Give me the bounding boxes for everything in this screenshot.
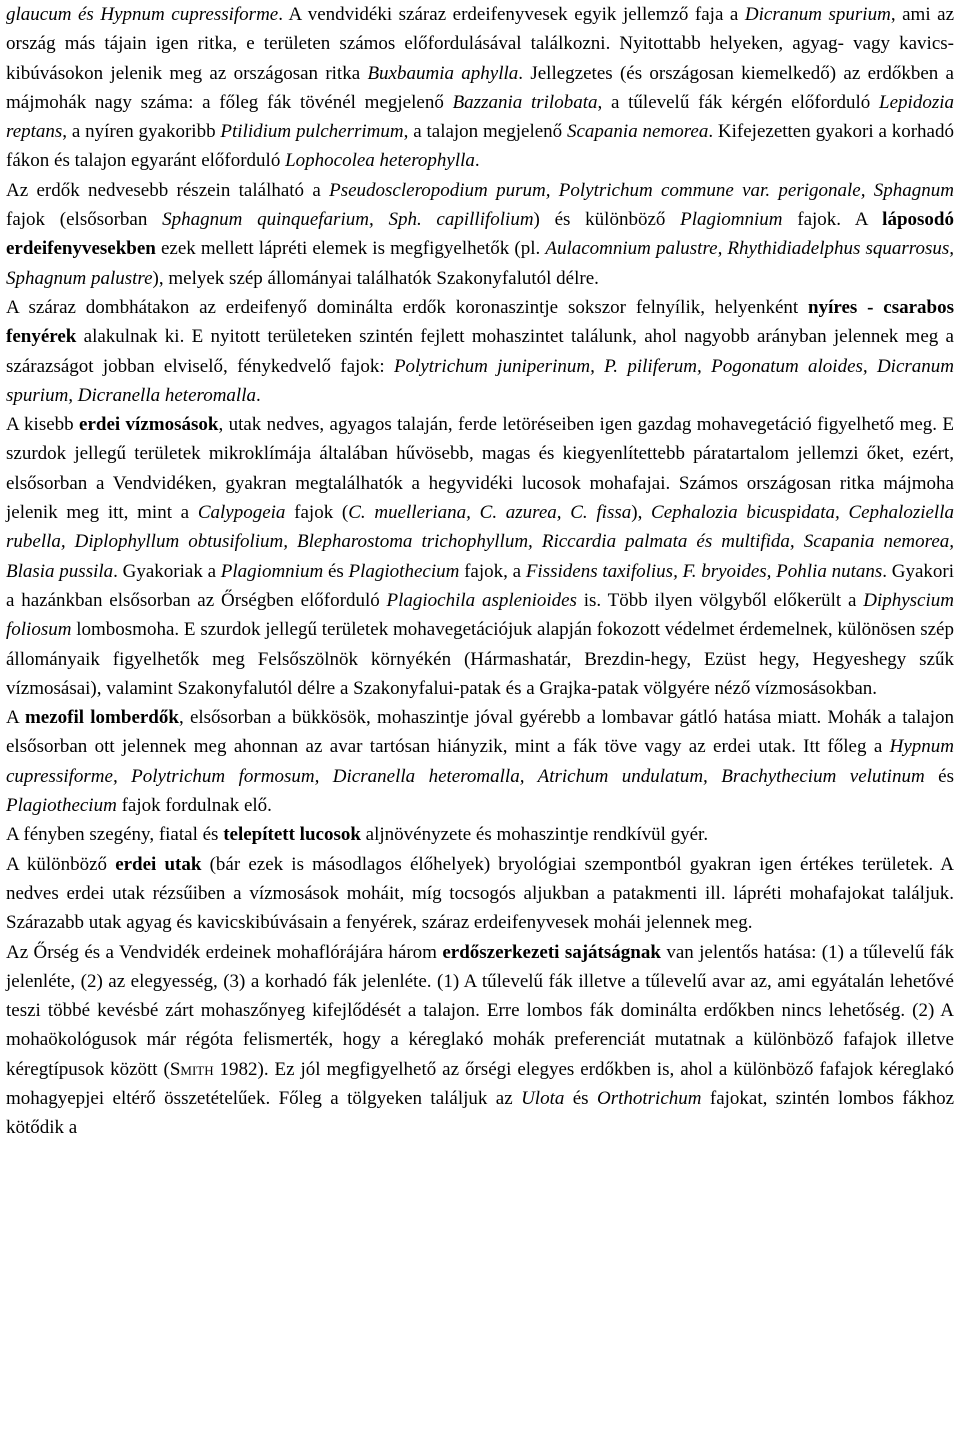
text-run: . Gyakoriak a [113, 560, 221, 582]
text-run: , ami az ország más tájain igen ritka, e területen számos előfordulásával találkozni. Nyitottabb helyeken, agyag- vagy kavics-kibúvásokon jelenik meg az országosan ritka [6, 4, 955, 84]
italic-text: Lophocolea heterophylla [285, 150, 475, 172]
italic-text: Ulota [521, 1087, 565, 1109]
text-run: alakulnak ki. E nyitott területeken szintén fejlett mohaszintet találunk, ahol nagyobb arányban jelennek meg a szárazságot jobban elviselő, fénykedvelő fajok: [6, 326, 954, 377]
paragraph-5 [6, 703, 954, 820]
italic-text: Plagiomnium [220, 560, 324, 582]
italic-text: Sphagnum quinquefarium, Sph. capillifolium [162, 209, 534, 231]
text-run: és [323, 560, 349, 582]
text-run: és [924, 765, 954, 787]
text-run: fajok ( [285, 502, 349, 524]
text-run: . Gyakori a hazánkban elsősorban az Őrségben előforduló [6, 560, 955, 611]
text-run: , a talajon megjelenő [403, 121, 567, 143]
text-run: A kisebb [6, 414, 80, 436]
italic-text: Plagiochila asplenioides [386, 589, 577, 611]
text-run: . [255, 384, 261, 406]
text-run: fajok (elsősorban [6, 209, 163, 231]
text-run: és [564, 1087, 597, 1109]
text-run: , elsősorban a bükkösök, mohaszintje jóval gyérebb a lombavar gátló hatása miatt. Mohák a talajon elsősorban ott jelennek meg ahonnan az avar tartósan hiányzik, mint a fák töve vagy az erdei utak. Itt főleg a [6, 707, 954, 758]
paragraph-6 [6, 820, 954, 849]
bold-text: nyíres - csarabos fenyérek [6, 296, 955, 348]
text-run: fajok, a [459, 560, 526, 582]
paragraph-1 [6, 0, 954, 176]
italic-text: Fissidens taxifolius, F. bryoides, Pohlia nutans [525, 560, 883, 582]
italic-text: Dicranum spurium [744, 4, 891, 25]
text-run: . [474, 150, 480, 172]
italic-text: Orthotrichum [596, 1087, 702, 1109]
text-run: Az Őrség és a Vendvidék erdeinek mohaflórájára három [6, 941, 443, 963]
small-caps-text: Smith [169, 1058, 214, 1080]
bold-text: erdőszerkezeti sajátságnak [442, 941, 661, 963]
italic-text: Plagiothecium [348, 560, 460, 582]
text-run: . A vendvidéki száraz erdeifenyvesek egyik jellemző faja a [278, 4, 745, 25]
text-run: ezek mellett lápréti elemek is megfigyelhetők (pl. [155, 238, 546, 260]
text-run: , utak nedves, agyagos talaján, ferde letöréseiben igen gazdag mohavegetáció figyelhető meg. E szurdok jellegű területek mikroklímája általában hűvösebb, magas és kiegyenlítettebb páratartalom jellemzi őket, ezért, elsősorban a Vendvidéken, gyakran megtalálhatók a hegyvidéki lucosok mohafajai. Számos országosan ritka májmoha jelenik meg itt, mint a [6, 414, 954, 524]
italic-text: Pseudoscleropodium purum, Polytrichum commune var. perigonale, Sphagnum [329, 179, 954, 201]
paragraph-3 [6, 293, 954, 410]
text-run: ), [631, 502, 652, 524]
text-run: fajok fordulnak elő. [116, 795, 272, 817]
text-run: A fényben szegény, fiatal és [6, 824, 224, 846]
italic-text: glaucum és Hypnum cupressiforme [6, 4, 279, 25]
italic-text: Hypnum cupressiforme, Polytrichum formosum, Dicranella heteromalla, Atrichum undulatum, Brachythecium velutinum [6, 736, 954, 787]
italic-text: Plagiomnium [680, 209, 783, 231]
text-run: fajok. A [782, 209, 883, 231]
paragraph-7 [6, 850, 954, 938]
text-run: Az erdők nedvesebb részein található a [6, 179, 330, 201]
italic-text: Aulacomnium palustre, Rhythidiadelphus squarrosus, Sphagnum palustre [6, 238, 955, 289]
italic-text: Scapania nemorea [567, 121, 709, 143]
text-run: ) és különböző [533, 209, 681, 231]
text-run: . Kifejezetten gyakori a korhadó fákon és talajon egyaránt előforduló [6, 121, 954, 172]
italic-text: C. muelleriana, C. azurea, C. fissa [348, 502, 632, 524]
bold-text: erdei vízmosások [79, 414, 219, 436]
text-run: , a nyíren gyakoribb [62, 121, 221, 143]
text-run: , a tűlevelű fák kérgén előforduló [597, 91, 880, 113]
bold-text: telepített lucosok [223, 824, 361, 846]
italic-text: Bazzania trilobata [452, 91, 598, 113]
text-run: . Jellegzetes (és országosan kiemelkedő) az erdőkben a májmohák nagy száma: a főleg fák tövénél megjelenő [6, 62, 954, 113]
text-run: A száraz dombhátakon az erdeifenyő dominálta erdők koronaszintje sokszor felnyílik, helyenként [6, 296, 809, 318]
italic-text: Calypogeia [197, 502, 286, 524]
paragraph-4 [6, 410, 954, 703]
paragraph-8 [6, 938, 954, 1143]
italic-text: Buxbaumia aphylla [367, 62, 519, 84]
bold-text: láposodó erdeifenyvesekben [6, 209, 954, 260]
italic-text: Diphyscium foliosum [6, 589, 954, 641]
italic-text: Cephalozia bicuspidata, Cephaloziella rubella, Diplophyllum obtusifolium, Blepharostoma trichophyllum, Riccardia palmata és multifida, Scapania nemorea, Blasia pussila [6, 502, 954, 582]
italic-text: Lepidozia reptans [6, 91, 954, 143]
text-run: van jelentős hatása: (1) a tűlevelű fák jelenléte, (2) az elegyesség, (3) a korhadó fák jelenléte. (1) A tűlevelű fák illetve a tűlevelű avar az, ami egyátalán lehetővé teszi többé kevésbé zárt mohaszőnyeg kifejlődését a talajon. Erre lombos fák dominálta erdőkben nincs lehetőség. (2) A mohaökológusok már régóta felismerték, hogy a kéreglakó mohák preferenciát mutatnak a különböző fafajok illetve kéregtípusok között ( [6, 941, 954, 1080]
text-run: is. Több ilyen völgyből előkerült a [576, 589, 864, 611]
text-run: aljnövényzete és mohaszintje rendkívül gyér. [360, 824, 709, 846]
text-run: fajokat, szintén lombos fákhoz kötődik a [6, 1087, 955, 1139]
text-run: A [6, 707, 25, 729]
text-run: ), melyek szép állományai találhatók Szakonyfalutól délre. [152, 267, 599, 289]
text-run: (bár ezek is másodlagos élőhelyek) bryológiai szempontból gyakran igen értékes területek. A nedves erdei utak rézsűiben a vízmosások moháit, míg tocsogós aljukban a patakmenti ill. lápréti mohafajokat találjuk. Szárazabb utak agyag és kavicskibúvásain a fenyérek, száraz erdeifenyvesek mohái jelennek meg. [6, 853, 954, 934]
text-run: 1982). Ez jól megfigyelhető az őrségi elegyes erdőkben is, ahol a különböző fafajok kéreglakó mohagyepjei eltérő összetételűek. Főleg a tölgyeken találjuk az [6, 1058, 954, 1109]
paragraph-2 [6, 176, 954, 293]
italic-text: Plagiothecium [6, 795, 117, 817]
text-run: lombosmoha. E szurdok jellegű területek mohavegetációjuk alapján fokozott védelmet érdemelnek, különösen szép állományaik figyelhetők meg Felsőszölnök környékén (Hármashatár, Brezdin-hegy, Ezüst hegy, Hegyeshegy szűk vízmosásai), valamint Szakonyfalutól délre a Szakonyfalui-patak és a Grajka-patak völgyére néző vízmosásokban. [6, 619, 954, 699]
italic-text: Ptilidium pulcherrimum [220, 121, 404, 143]
bold-text: erdei utak [115, 853, 202, 875]
italic-text: Polytrichum juniperinum, P. piliferum, Pogonatum aloides, Dicranum spurium, Dicranella heteromalla [6, 355, 955, 406]
bold-text: mezofil lomberdők [24, 707, 179, 729]
text-run: A különböző [6, 853, 116, 875]
